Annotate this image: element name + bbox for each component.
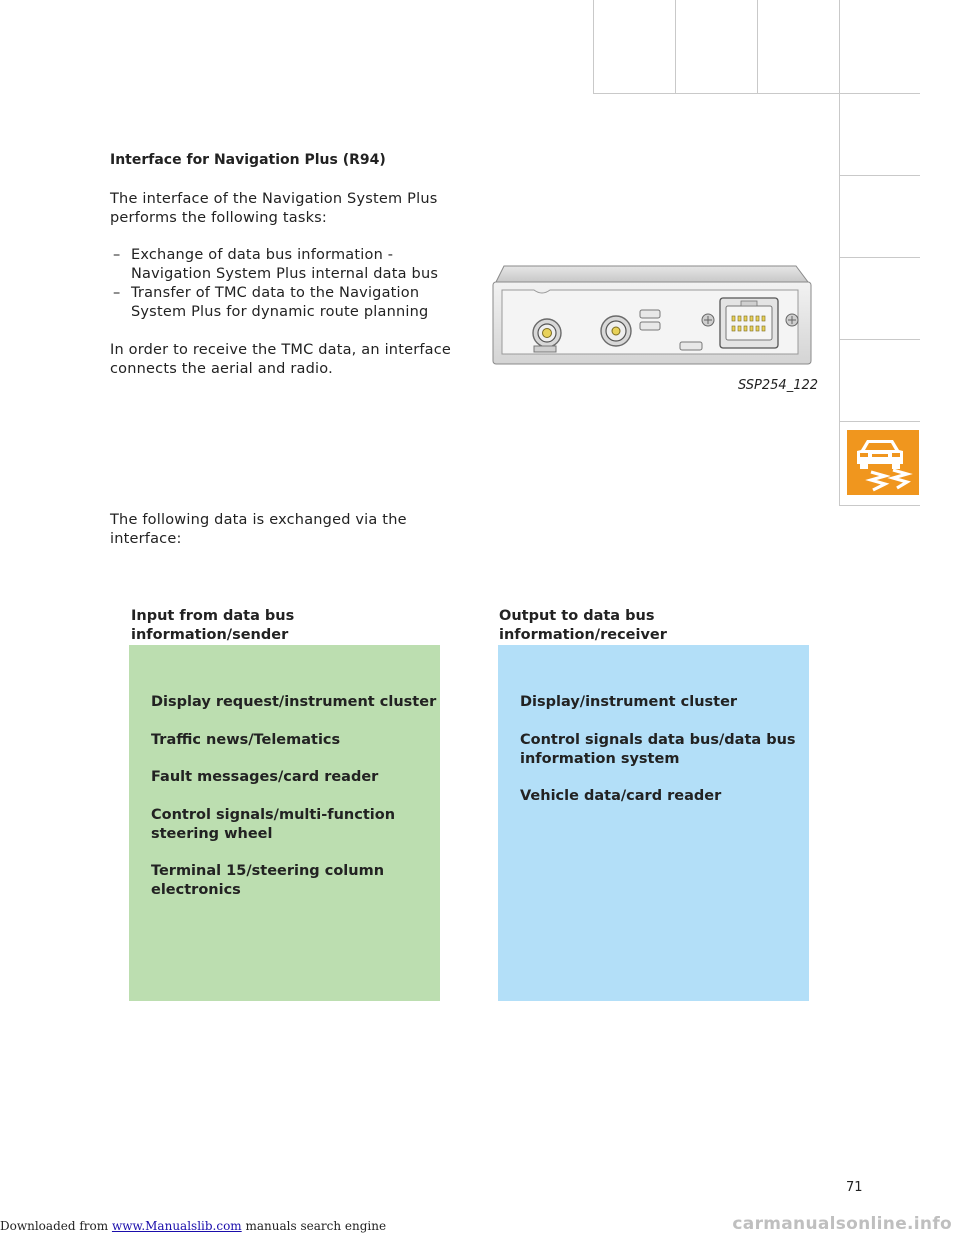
- input-item: Display request/instrument cluster: [151, 694, 437, 710]
- download-footer: [0, 1219, 386, 1233]
- tmc-paragraph: [110, 341, 470, 379]
- title-line: Input from data bus: [131, 608, 295, 624]
- input-item: Terminal 15/steering column electronics: [151, 863, 385, 898]
- site-watermark: carmanualsonline.info: [732, 1214, 952, 1234]
- page-number: 71: [846, 1180, 863, 1195]
- dash-marker: –: [113, 285, 121, 301]
- input-item: Traffic news/Telematics: [151, 731, 341, 748]
- task-item: [110, 284, 470, 322]
- input-item: Fault messages/card reader: [151, 769, 379, 785]
- tmc-line: In order to receive the TMC data, an interface: [110, 342, 452, 358]
- title-line: Output to data bus: [499, 608, 655, 624]
- task-line: Navigation System Plus internal data bus: [131, 266, 439, 282]
- input-list: [151, 693, 436, 919]
- intro-line: The interface of the Navigation System Plus: [110, 191, 438, 207]
- exchange-line: interface:: [110, 531, 182, 547]
- title-line: information/sender: [131, 627, 289, 643]
- figure-caption: SSP254_122: [738, 378, 819, 393]
- section-heading: Interface for Navigation Plus (R94): [110, 152, 386, 168]
- output-item: Display/instrument cluster: [520, 694, 738, 710]
- task-line: Transfer of TMC data to the Navigation: [131, 285, 420, 301]
- task-list: [110, 246, 470, 322]
- input-item: Control signals/multi-function steering wheel: [151, 806, 396, 842]
- manualslib-link[interactable]: www.Manualslib.com: [111, 1219, 242, 1233]
- output-column-title: [499, 607, 819, 645]
- output-item: Vehicle data/card reader: [520, 788, 722, 804]
- input-box: [129, 645, 440, 1001]
- car-skid-icon: [847, 430, 919, 495]
- exchange-line: The following data is exchanged via the: [110, 512, 407, 528]
- side-tab: [847, 430, 919, 495]
- exchange-paragraph: [110, 511, 470, 549]
- tmc-line: connects the aerial and radio.: [110, 361, 333, 377]
- task-line: Exchange of data bus information -: [131, 247, 394, 263]
- intro-line: performs the following tasks:: [110, 210, 328, 226]
- input-column-title: [131, 607, 451, 645]
- output-item: Control signals data bus/data bus information system: [520, 731, 796, 767]
- interface-unit-illustration: [490, 262, 816, 372]
- footer-suffix: manuals search engine: [241, 1219, 387, 1233]
- task-item: [110, 246, 470, 284]
- intro-paragraph: [110, 190, 470, 228]
- dash-marker: –: [113, 247, 121, 263]
- output-box: [498, 645, 809, 1001]
- title-line: information/receiver: [499, 627, 667, 643]
- output-list: [520, 693, 796, 825]
- footer-prefix: Downloaded from: [0, 1219, 112, 1233]
- task-line: System Plus for dynamic route planning: [131, 304, 429, 320]
